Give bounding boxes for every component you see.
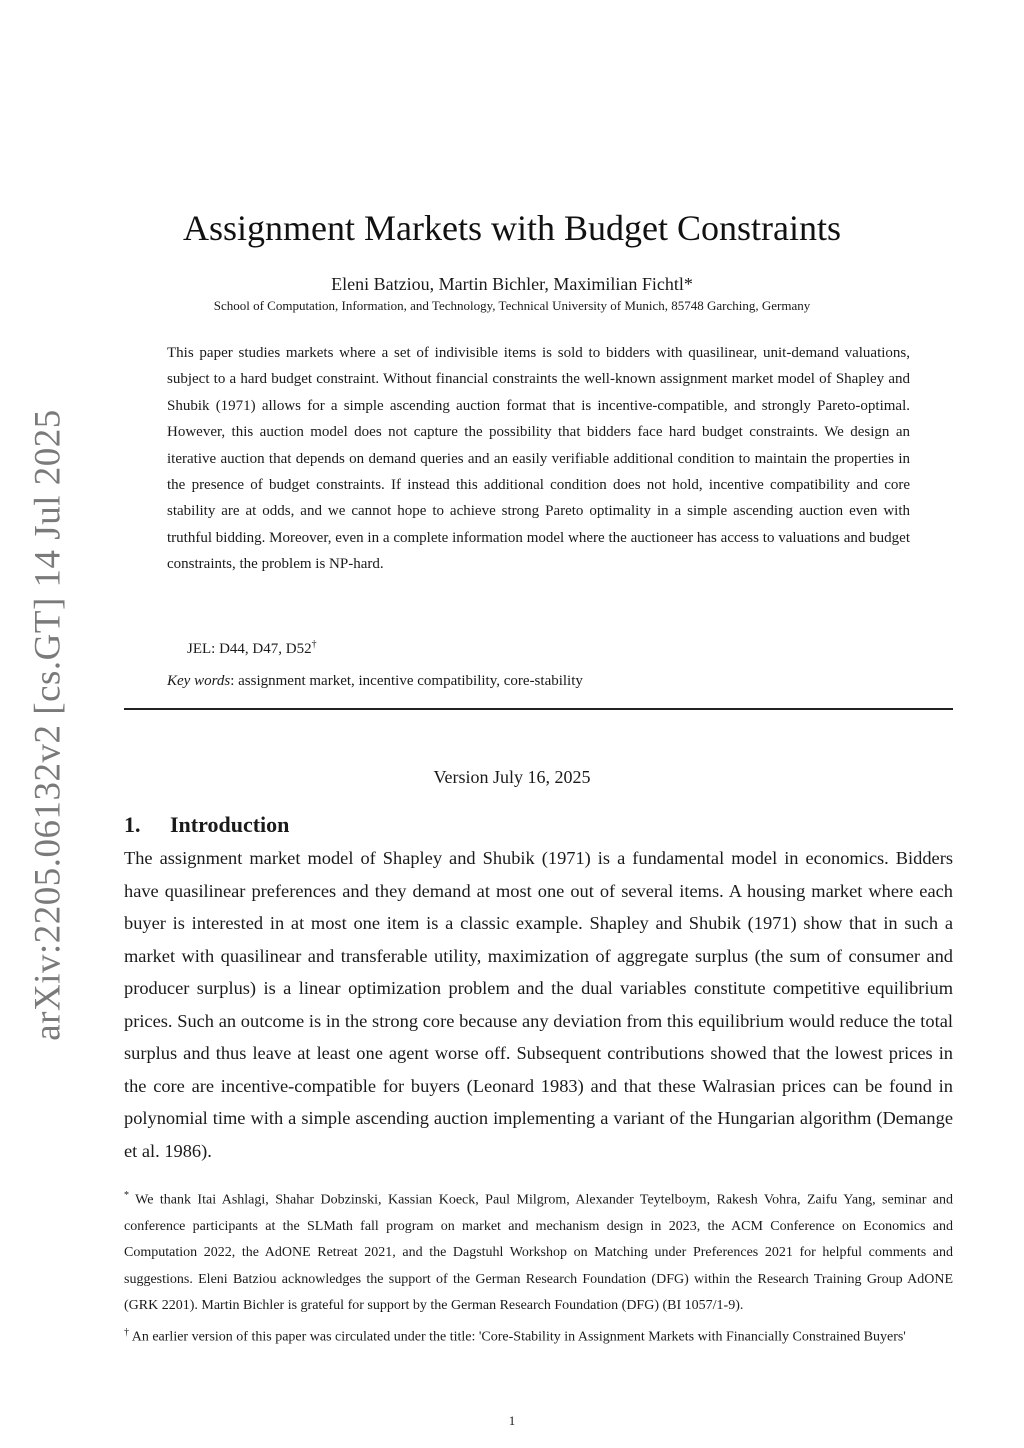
introduction-paragraph: The assignment market model of Shapley and Shubik (1971) is a fundamental model in economics. Bidders have quasilinear preferences and they demand at most one out of several items. A housing market where each buyer is interested in at most one item is a classic example. Shapley and Shubik (1971) show that in such a market with quasilinear and transferable utility, maximization of aggregate surplus (the sum of consumer and producer surplus) is a linear optimization problem and the dual variables constitute competitive equilibrium prices. Such an outcome is in the strong core because any deviation from this equilibrium would reduce the total surplus and thus leave at least one agent worse off. Subsequent contributions showed that the lowest prices in the core are incentive-compatible for buyers (Leonard 1983) and that these Walrasian prices can be found in polynomial time with a simple ascending auction implementing a variant of the Hungarian algorithm (Demange et al. 1986). bbox=[124, 848, 953, 1161]
author-affiliation: School of Computation, Information, and Technology, Technical University of Munich, 85748 Garching, Germany bbox=[213, 298, 811, 313]
section-number: 1. bbox=[124, 812, 141, 837]
arxiv-identifier-stamp: arXiv:2205.06132v2 [cs.GT] 14 Jul 2025 bbox=[27, 409, 69, 1041]
footnotes bbox=[124, 1183, 953, 1351]
jel-codes bbox=[187, 634, 317, 660]
jel-codes-text: JEL: D44, D47, D52 bbox=[187, 641, 312, 657]
section-title: Introduction bbox=[170, 812, 290, 837]
keywords-separator: : bbox=[230, 673, 235, 689]
author-list: Eleni Batziou, Martin Bichler, Maximilian Fichtl* bbox=[331, 274, 693, 294]
keywords bbox=[167, 670, 583, 692]
footnote-earlier-version bbox=[124, 1320, 953, 1351]
footnote-marker: * bbox=[124, 1190, 129, 1201]
keywords-text: assignment market, incentive compatibility, core-stability bbox=[238, 673, 583, 689]
footnote-text: We thank Itai Ashlagi, Shahar Dobzinski, Kassian Koeck, Paul Milgrom, Alexander Teytelboym, Rakesh Vohra, Zaifu Yang, seminar and conference participants at the SLMath fall program on market and mechanism design in 2023, the ACM Conference on Economics and Computation 2022, the AdONE Retreat 2021, and the Dagstuhl Workshop on Matching under Preferences 2021 for helpful comments and suggestions. Eleni Batziou acknowledges the support of the German Research Foundation (DFG) within the Research Training Group AdONE (GRK 2201). Martin Bichler is grateful for support by the German Research Foundation (DFG) (BI 1057/1-9). bbox=[124, 1192, 953, 1314]
footnote-acknowledgements bbox=[124, 1183, 953, 1320]
paper-title: Assignment Markets with Budget Constraints bbox=[183, 208, 841, 248]
page-number: 1 bbox=[508, 1413, 516, 1428]
abstract-text: This paper studies markets where a set of indivisible items is sold to bidders with quasilinear, unit-demand valuations, subject to a hard budget constraint. Without financial constraints the well-known assignment market model of Shapley and Shubik (1971) allows for a simple ascending auction format that is incentive-compatible, and strongly Pareto-optimal. However, this auction model does not capture the possibility that bidders face hard budget constraints. We design an iterative auction that depends on demand queries and an easily verifiable additional condition to maintain the properties in the presence of budget constraints. If instead this additional condition does not hold, incentive compatibility and core stability are at odds, and we cannot hope to achieve strong Pareto optimality in a simple ascending auction even with truthful bidding. Moreover, even in a complete information model where the auctioneer has access to valuations and budget constraints, the problem is NP-hard. bbox=[167, 345, 910, 573]
version-date: Version July 16, 2025 bbox=[433, 767, 591, 787]
jel-footnote-marker: † bbox=[311, 639, 317, 650]
footnote-marker: † bbox=[124, 1326, 129, 1338]
section-heading bbox=[124, 811, 289, 839]
abstract-divider bbox=[124, 708, 953, 710]
keywords-label: Key words bbox=[167, 673, 231, 689]
footnote-text: An earlier version of this paper was circulated under the title: 'Core-Stability in Assignment Markets with Financially Constrained Buyers' bbox=[131, 1329, 906, 1345]
